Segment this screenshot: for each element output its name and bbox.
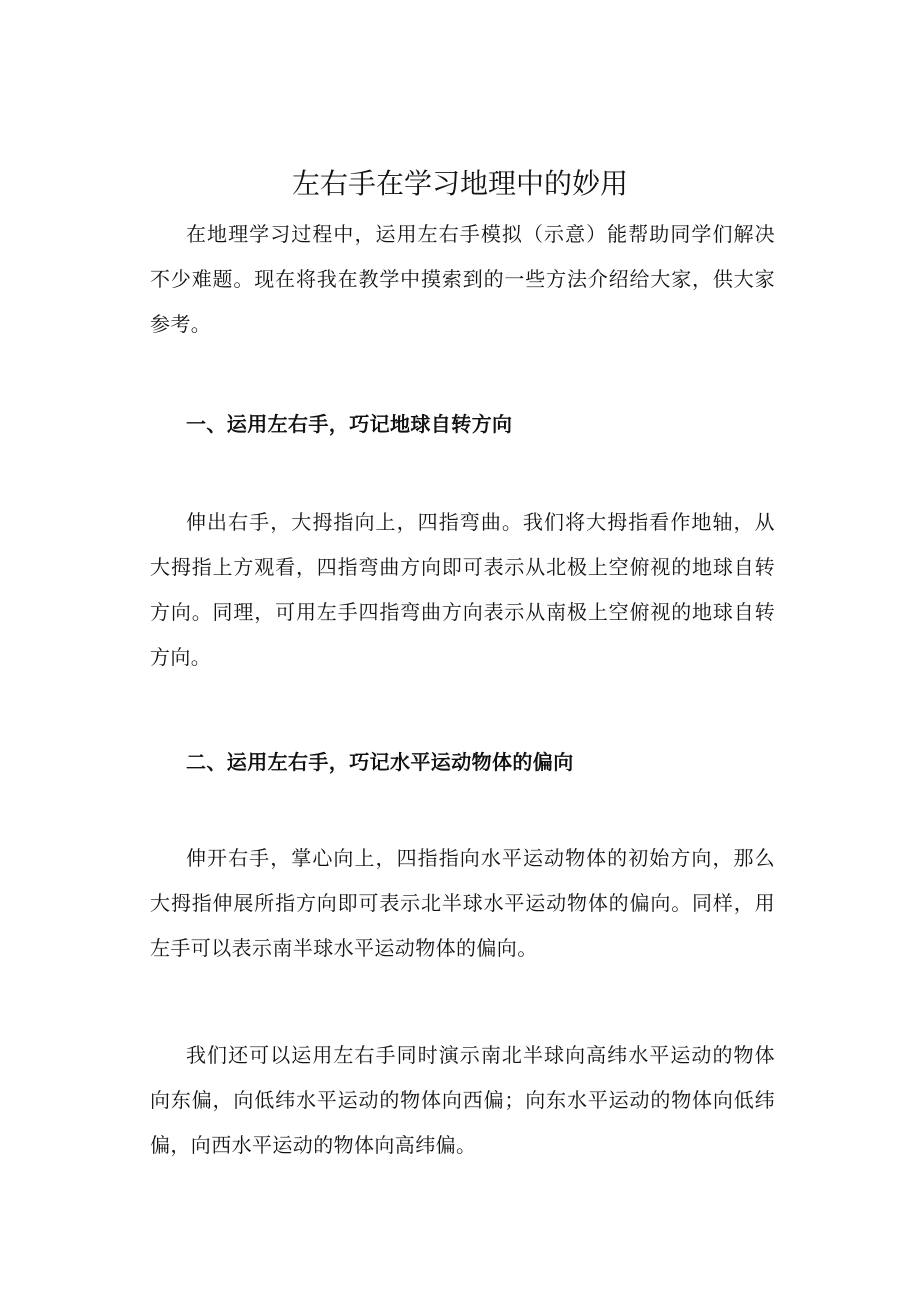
section-1-paragraph: 伸出右手，大拇指向上，四指弯曲。我们将大拇指看作地轴，从大拇指上方观看，四指弯曲方向即可表示从北极上空俯视的地球自转方向。同理，可用左手四指弯曲方向表示从南极上空俯视的地球自转方向。 bbox=[150, 510, 775, 669]
document-title: 左右手在学习地理中的妙用 bbox=[291, 167, 628, 200]
section-2-paragraph-1: 伸开右手，掌心向上，四指指向水平运动物体的初始方向，那么大拇指伸展所指方向即可表示北半球水平运动物体的偏向。同样，用左手可以表示南半球水平运动物体的偏向。 bbox=[150, 846, 775, 960]
section-1-heading: 一、运用左右手，巧记地球自转方向 bbox=[186, 412, 513, 436]
section-2-paragraph-2: 我们还可以运用左右手同时演示南北半球向高纬水平运动的物体向东偏，向低纬水平运动的物体向西偏；向东水平运动的物体向低纬偏，向西水平运动的物体向高纬偏。 bbox=[150, 1043, 775, 1157]
intro-paragraph: 在地理学习过程中，运用左右手模拟（示意）能帮助同学们解决不少难题。现在将我在教学中摸索到的一些方法介绍给大家，供大家参考。 bbox=[150, 222, 775, 336]
section-2-heading: 二、运用左右手，巧记水平运动物体的偏向 bbox=[186, 750, 574, 774]
